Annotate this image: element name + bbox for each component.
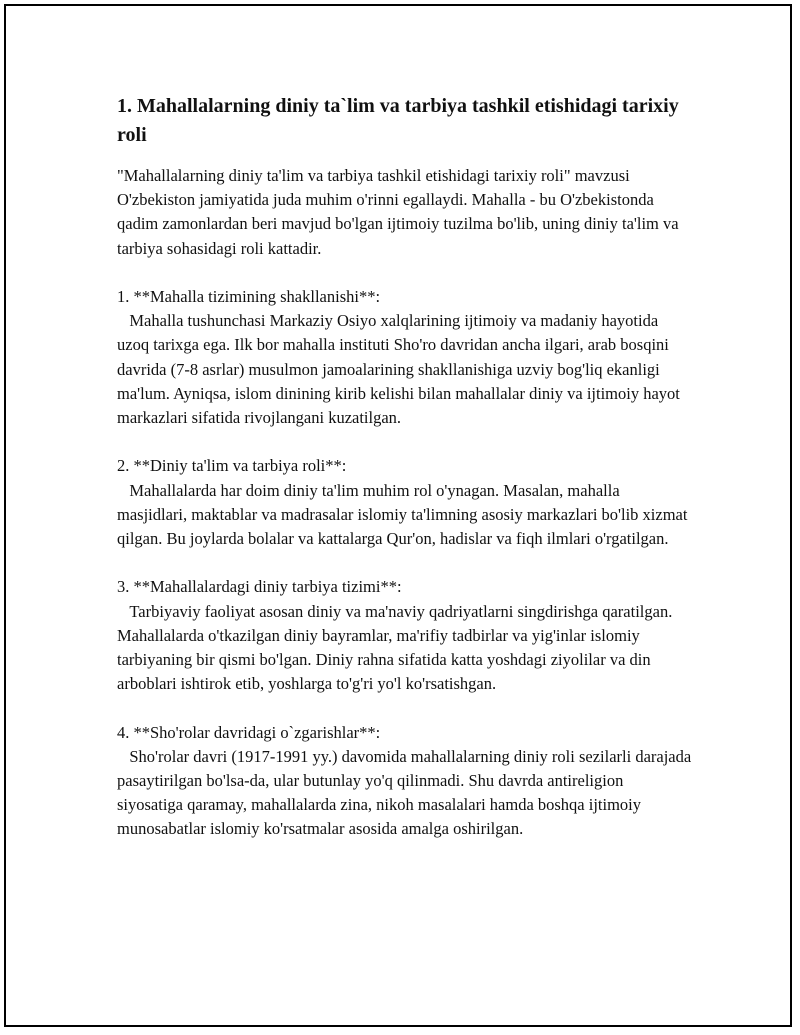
section-body: Sho'rolar davri (1917-1991 yy.) davomida mahallalarning diniy roli sezilarli darajada pasaytirilgan bo'lsa-da, ular butunlay yo'q qilinmadi. Shu davrda antireligion siyosatiga qaramay, mahallalarda zina, nikoh masalalari hamda boshqa ijtimoiy munosabatlar islomiy ko'rsatmalar asosida amalga oshirilgan.	[117, 746, 696, 839]
section-body: Mahalla tushunchasi Markaziy Osiyo xalqlarining ijtimoiy va madaniy hayotida uzoq tarixga ega. Ilk bor mahalla instituti Sho'ro davridan ancha ilgari, arab bosqini davrida (7-8 asrlar) musulmon jamoalarining shakllanishiga uzviy bog'liq ekanligi ma'lum. Ayniqsa, islom dinining kirib kelishi bilan mahallalar diniy va ijtimoiy hayot markazlari sifatida rivojlangani kuzatilgan.	[117, 311, 684, 428]
section-2	[117, 454, 692, 551]
intro-paragraph: "Mahallalarning diniy ta'lim va tarbiya tashkil etishidagi tarixiy roli" mavzusi O'zbekiston jamiyatida juda muhim o'rinni egallaydi. Mahalla - bu O'zbekistonda qadim zamonlardan beri mavjud bo'lgan ijtimoiy tuzilma bo'lib, uning diniy ta'lim va tarbiya sohasidagi roli kattadir.	[117, 166, 683, 258]
paragraph-gap	[117, 696, 692, 720]
document-body	[117, 92, 696, 842]
section-body: Tarbiyaviy faoliyat asosan diniy va ma'naviy qadriyatlarni singdirishga qaratilgan. Mahallalarda o'tkazilgan diniy bayramlar, ma'rifiy tadbirlar va yig'inlar islomiy tarbiyaning bir qismi bo'lgan. Diniy rahna sifatida katta yoshdagi ziyolilar va din arboblari ishtirok etib, yoshlarga to'g'ri yo'l ko'rsatishgan.	[117, 601, 677, 694]
document-title: 1. Mahallalarning diniy ta`lim va tarbiya tashkil etishidagi tarixiy roli	[117, 95, 679, 146]
paragraph-gap	[117, 261, 692, 285]
section-1	[117, 285, 692, 430]
paragraph-gap	[117, 551, 692, 575]
section-heading: 4. **Sho'rolar davridagi o`zgarishlar**:	[117, 722, 381, 742]
section-heading: 1. **Mahalla tizimining shakllanishi**:	[117, 287, 381, 306]
section-heading: 3. **Mahallalardagi diniy tarbiya tizimi**:	[117, 577, 402, 597]
section-4	[117, 721, 696, 842]
section-heading: 2. **Diniy ta'lim va tarbiya roli**:	[117, 456, 347, 476]
section-3	[117, 575, 692, 696]
paragraph-gap	[117, 430, 692, 454]
section-body: Mahallalarda har doim diniy ta'lim muhim rol o'ynagan. Masalan, mahalla masjidlari, maktablar va madrasalar islomiy ta'limning asosiy markazlari bo'lib xizmat qilgan. Bu joylarda bolalar va kattalarga Qur'on, hadislar va fiqh ilmlari o'rgatilgan.	[117, 480, 692, 549]
